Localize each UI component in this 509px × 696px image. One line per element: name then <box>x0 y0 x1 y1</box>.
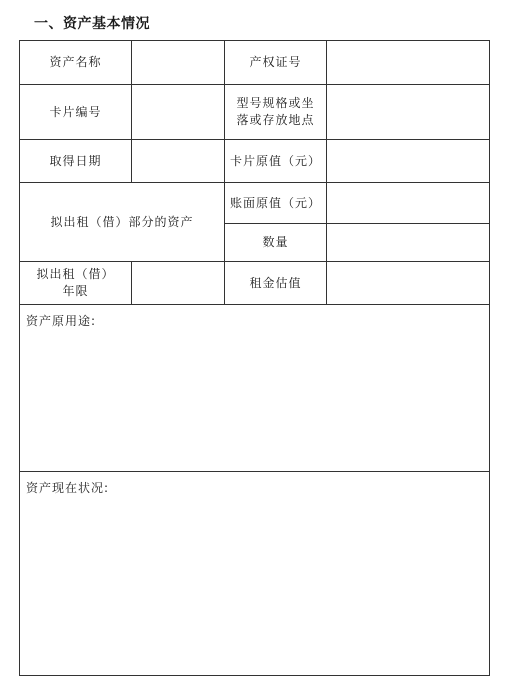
quantity-label: 数量 <box>225 224 327 262</box>
book-original-value-label: 账面原值（元） <box>225 183 327 224</box>
rent-portion-label: 拟出租（借）部分的资产 <box>20 183 225 262</box>
table-row <box>20 472 490 676</box>
rent-term-label-line1: 拟出租（借） <box>36 267 115 281</box>
property-cert-field[interactable] <box>327 41 490 85</box>
rent-estimate-label: 租金估值 <box>225 262 327 305</box>
asset-info-table <box>19 40 490 676</box>
acquire-date-label: 取得日期 <box>20 140 132 183</box>
table-row <box>20 262 490 305</box>
model-spec-label-line1: 型号规格或坐 <box>236 96 315 110</box>
table-row <box>20 140 490 183</box>
current-status-field[interactable] <box>20 472 490 676</box>
model-spec-label <box>225 85 327 140</box>
rent-term-label <box>20 262 132 305</box>
model-spec-label-line2: 落或存放地点 <box>236 113 315 127</box>
rent-term-label-line2: 年限 <box>62 284 89 298</box>
table-row <box>20 305 490 472</box>
section-title: 一、资产基本情况 <box>34 16 150 32</box>
card-original-value-field[interactable] <box>327 140 490 183</box>
card-original-value-label: 卡片原值（元） <box>225 140 327 183</box>
asset-name-field[interactable] <box>132 41 225 85</box>
card-number-label: 卡片编号 <box>20 85 132 140</box>
current-status-label: 资产现在状况: <box>26 481 110 495</box>
table-row <box>20 41 490 85</box>
model-spec-field[interactable] <box>327 85 490 140</box>
rent-estimate-field[interactable] <box>327 262 490 305</box>
book-original-value-field[interactable] <box>327 183 490 224</box>
original-use-label: 资产原用途: <box>26 314 97 328</box>
asset-name-label: 资产名称 <box>20 41 132 85</box>
quantity-field[interactable] <box>327 224 490 262</box>
original-use-field[interactable] <box>20 305 490 472</box>
table-row <box>20 183 490 224</box>
table-row <box>20 85 490 140</box>
card-number-field[interactable] <box>132 85 225 140</box>
rent-term-field[interactable] <box>132 262 225 305</box>
property-cert-label: 产权证号 <box>225 41 327 85</box>
acquire-date-field[interactable] <box>132 140 225 183</box>
